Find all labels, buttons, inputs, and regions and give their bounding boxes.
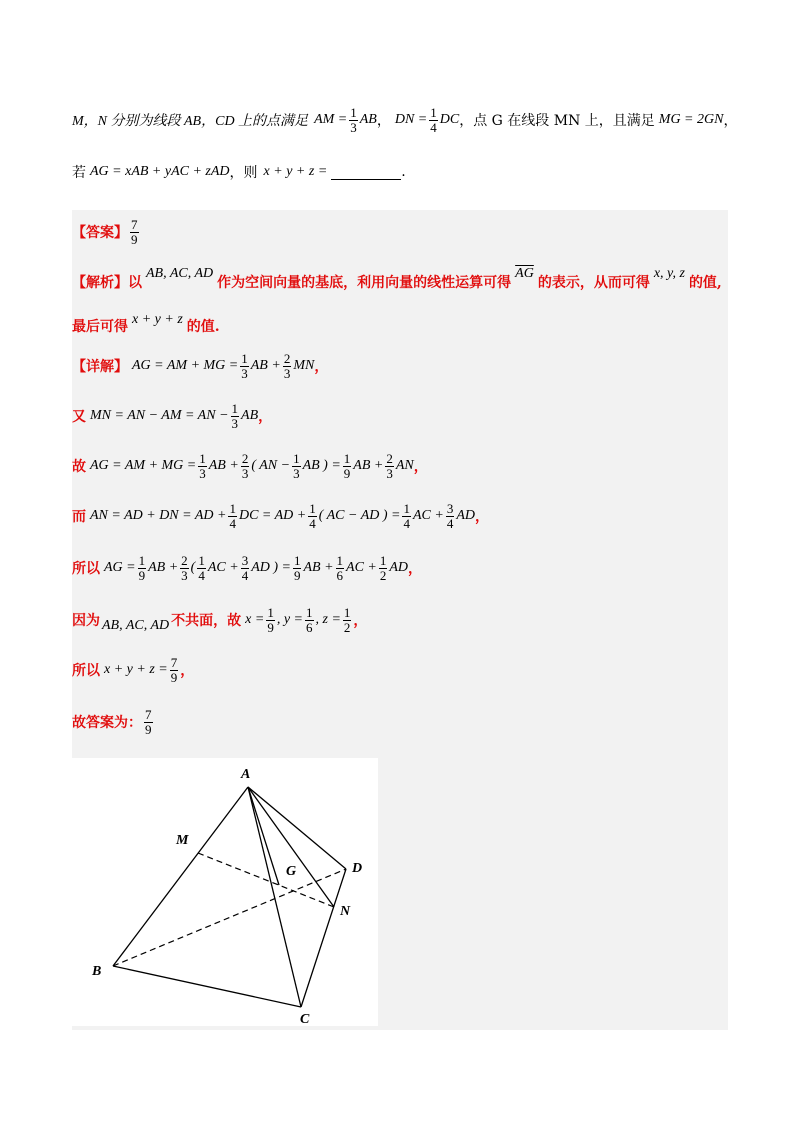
punct: ， (314, 359, 329, 376)
analysis-line-1 (72, 266, 722, 292)
vector-ab: AB (359, 112, 377, 128)
final-answer-label: 故答案为： (72, 715, 142, 732)
basis-vectors: AB, AC, AD (146, 266, 214, 281)
math: AB + (303, 560, 334, 576)
vector-dc: DC (439, 112, 460, 128)
tetrahedron-figure (72, 758, 378, 1026)
problem-text: . (401, 164, 406, 180)
basis-vectors: AB, AC, AD (102, 618, 170, 634)
math: AN (395, 458, 414, 474)
detail-text: 所以 (72, 663, 100, 680)
fraction: $\frac{2}{3}$ (386, 451, 393, 481)
math: AB + (250, 358, 281, 374)
detail-text: 所以 (72, 561, 100, 578)
analysis-text: 最后可得 (72, 319, 128, 335)
fraction: $\frac{1}{6}$ (336, 553, 344, 583)
math: ( AN − (251, 458, 291, 474)
detail-text: 故 (72, 459, 86, 476)
equation-ag: AG = xAB + yAC + zAD (90, 164, 230, 179)
fraction: $\frac{1}{3}$ (350, 105, 357, 135)
tetrahedron-diagram (72, 758, 378, 1026)
detail-line-2 (72, 402, 272, 430)
fraction: $\frac{1}{9}$ (138, 553, 146, 583)
fraction: $\frac{1}{4}$ (229, 501, 236, 531)
edge-bc (113, 966, 301, 1007)
edge-ab (113, 787, 248, 966)
analysis-text: 的值. (186, 319, 220, 335)
math: , z = (315, 612, 341, 628)
label-c: C (300, 1012, 310, 1026)
punct: ， (475, 509, 489, 526)
fraction: $\frac{1}{4}$ (198, 553, 205, 583)
label-a: A (241, 767, 251, 782)
punct: ， (258, 409, 273, 426)
label-g: G (286, 864, 297, 879)
fraction: $\frac{1}{6}$ (306, 605, 313, 635)
fraction: $\frac{1}{9}$ (293, 553, 301, 583)
punct: ， (353, 613, 368, 630)
problem-line-1 (72, 106, 737, 134)
equation-dn: DN = (394, 112, 428, 128)
label-b: B (92, 964, 102, 979)
label-d: D (352, 861, 363, 876)
math: AC + (412, 508, 444, 524)
math: AG = (104, 560, 136, 576)
problem-text: M，N 分别为线段 AB，CD 上的点满足 (72, 114, 309, 130)
problem-text: 若 (72, 165, 86, 181)
math: AG = AM + MG = (132, 358, 239, 374)
answer-blank (331, 165, 401, 180)
answer-label: 【答案】 (72, 225, 128, 242)
fraction: $\frac{1}{3}$ (199, 451, 206, 481)
punct: ， (408, 561, 423, 578)
math: MN (293, 358, 315, 374)
math: , y = (276, 612, 303, 628)
edge-cd (301, 869, 346, 1007)
detail-label: 【详解】 (72, 359, 128, 376)
vector-ag: $\overline{AG}$ (515, 266, 534, 281)
detail-line-1 (72, 352, 328, 380)
math: AG = AM + MG = (90, 458, 197, 474)
math: DC = AD + (238, 508, 307, 524)
detail-line-6 (72, 606, 367, 634)
punct: ， (180, 663, 195, 680)
final-answer-value: $\frac{7}{9}$ (145, 707, 152, 737)
math: AD (389, 560, 409, 576)
fraction: $\frac{7}{9}$ (170, 655, 178, 685)
equation-mg: MG = 2GN (658, 112, 724, 128)
problem-text: ， (723, 113, 738, 130)
detail-line-4 (72, 502, 489, 530)
fraction: $\frac{1}{9}$ (343, 451, 351, 481)
detail-line-5 (72, 554, 422, 582)
analysis-text: 的表示，从而可得 (537, 275, 650, 291)
math: x + y + z = (104, 662, 168, 678)
edge-bd-hidden (113, 869, 346, 966)
analysis-label: 【解析】以 (72, 275, 142, 291)
label-n: N (340, 904, 351, 919)
math: AB + (208, 458, 239, 474)
math: AN = AD + DN = AD + (90, 508, 227, 524)
math: MN = AN − AM = AN − (90, 408, 229, 424)
analysis-text: 作为空间向量的基底，利用向量的线性运算可得 (217, 275, 512, 291)
math: AB + (353, 458, 384, 474)
fraction: $\frac{1}{4}$ (430, 105, 437, 135)
edge-ad (248, 787, 346, 869)
fraction: $\frac{1}{3}$ (241, 351, 248, 381)
math: AB + (148, 560, 179, 576)
math: ( (190, 560, 196, 576)
problem-line-2 (72, 162, 406, 182)
problem-text: ，则 (229, 165, 258, 181)
math: AD ) = (251, 560, 291, 576)
fraction: $\frac{2}{3}$ (283, 351, 291, 381)
punct: ， (413, 459, 428, 476)
fraction: $\frac{1}{4}$ (403, 501, 410, 531)
sum-expression: x + y + z (132, 312, 183, 327)
fraction: $\frac{1}{3}$ (231, 401, 239, 431)
problem-text: ，点 G 在线段 MN 上，且满足 (459, 113, 655, 130)
detail-text: 不共面，故 (171, 613, 242, 630)
answer-value: $\frac{7}{9}$ (131, 217, 138, 247)
segment-an (248, 787, 334, 907)
detail-line-3 (72, 452, 428, 480)
fraction: $\frac{3}{4}$ (446, 501, 454, 531)
fraction: $\frac{1}{2}$ (343, 605, 351, 635)
detail-text: 又 (72, 409, 86, 426)
sum-expression: x + y + z = (263, 164, 328, 179)
equation-am: AM = (314, 112, 348, 128)
analysis-text: 的值, (688, 275, 722, 291)
variables: x, y, z (653, 266, 685, 281)
fraction: $\frac{1}{3}$ (293, 451, 300, 481)
math: AB (241, 408, 259, 424)
fraction: $\frac{2}{3}$ (241, 451, 249, 481)
math: AD (456, 508, 475, 524)
detail-text: 因为 (72, 613, 100, 630)
math: AC + (207, 560, 239, 576)
fraction: $\frac{1}{9}$ (267, 605, 274, 635)
math: x = (245, 612, 265, 628)
math: AB ) = (302, 458, 341, 474)
fraction: $\frac{3}{4}$ (241, 553, 249, 583)
edge-ac (248, 787, 301, 1007)
analysis-line-2 (72, 312, 220, 336)
fraction: $\frac{2}{3}$ (181, 553, 188, 583)
math: AC + (346, 560, 377, 576)
label-m: M (176, 833, 189, 848)
detail-line-7 (72, 656, 194, 684)
detail-text: 而 (72, 509, 86, 526)
detail-line-8 (72, 708, 155, 736)
separator: ， (376, 113, 391, 130)
fraction: $\frac{1}{2}$ (379, 553, 387, 583)
math: ( AC − AD ) = (318, 508, 401, 524)
answer-line (72, 218, 141, 246)
fraction: $\frac{1}{4}$ (309, 501, 316, 531)
segment-ag (248, 787, 279, 885)
